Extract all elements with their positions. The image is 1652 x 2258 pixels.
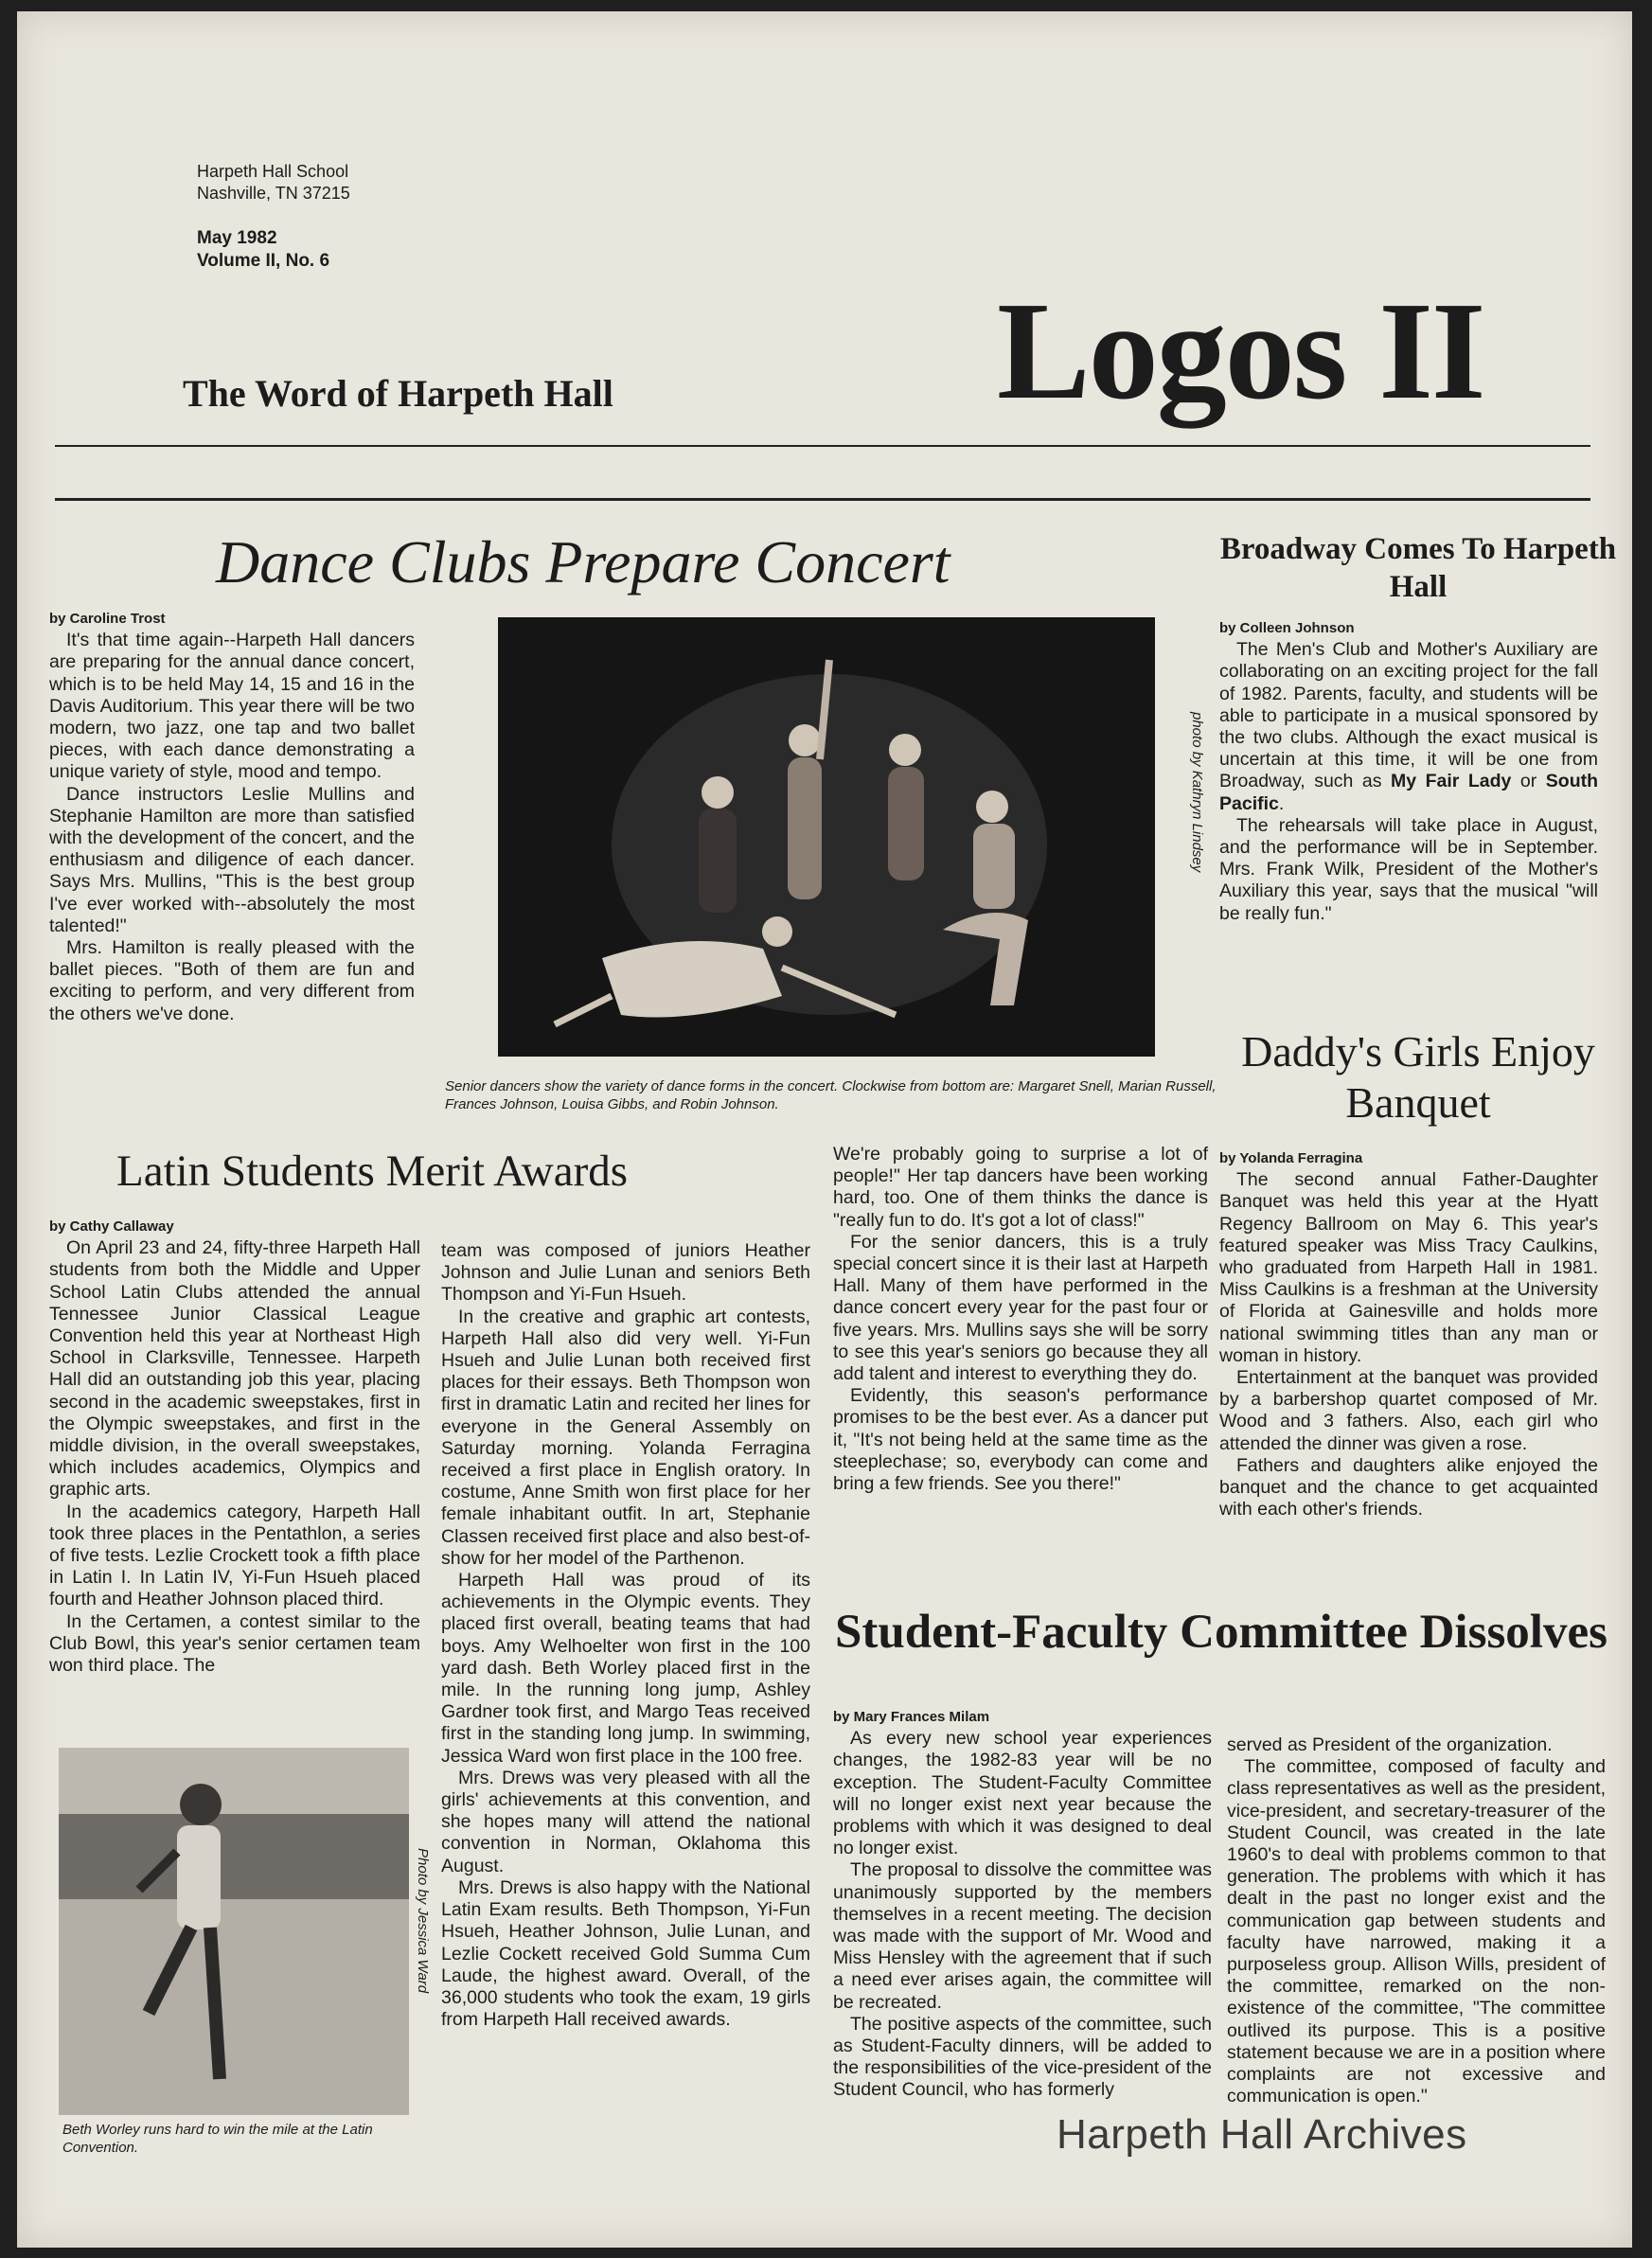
latin-paragraph: On April 23 and 24, fifty-three Harpeth Hall students from both the Middle and Upper School Latin Clubs attended the annual Tennessee Junior Classical League Convention held this year at Northeast High School in Clarksville, Tennessee. Harpeth Hall did an outstanding job this year, placing second in the academic sweepstakes, first in the Olympic sweepstakes, and first in the middle division, in the overall sweepstakes, which includes academics, Olympics and graphic arts. [49, 1237, 420, 1501]
broadway-paragraph: The Men's Club and Mother's Auxiliary are collaborating on an exciting project for the fall of 1982. Parents, faculty, and students will be able to participate in a musical sponsored by the two clubs. Although the exact musical is uncertain at this time, it will be one from Broadway, such as My Fair Lady or South Pacific. [1219, 639, 1599, 814]
dance-paragraph: Dance instructors Leslie Mullins and Stephanie Hamilton are more than satisfied with the development of the concert, and the enthusiasm and diligence of each dancer. Says Mrs. Mullins, "This is the best group I've ever worked with--absolutely the most talented!" [49, 783, 415, 936]
daddy-paragraph: Fathers and daughters alike enjoyed the banquet and the chance to get acquainted with each other's friends. [1219, 1454, 1598, 1520]
latin-paragraph: In the creative and graphic art contests, Harpeth Hall also did very well. Yi-Fun Hsueh and Julie Lunan both received first places for their essays. Beth Thompson won first in dramatic Latin and recited her lines for everyone in the General Assembly on Saturday morning. Yolanda Ferragina received a first place in English oratory. In costume, Anne Smith won first place for her female inhabitant outfit. In art, Stephanie Classen received first place and also best-of-show for her model of the Parthenon. [441, 1306, 810, 1569]
broadway-headline: Broadway Comes To Harpeth Hall [1219, 532, 1617, 604]
newspaper-logo: Logos II [997, 274, 1484, 429]
daddy-paragraph: The second annual Father-Daughter Banquet was held this year at the Hyatt Regency Ballroom on May 6. This year's featured speaker was Miss Tracy Caulkins, who graduated from Harpeth Hall in 1981. Miss Caulkins is a freshman at the University of Florida at Gainesville and holds more national swimming titles than any man or woman in history. [1219, 1169, 1598, 1366]
broadway-byline: by Colleen Johnson [1219, 620, 1355, 636]
show-title: My Fair Lady [1391, 771, 1512, 792]
dance-headline: Dance Clubs Prepare Concert [216, 528, 950, 596]
broadway-text: The Men's Club and Mother's Auxiliary are collaborating on an exciting project for the fall of 1982. Parents, faculty, and students will be able to participate in a musical sponsored by the two clubs. Although the exact musical is uncertain at this time, it will be one from Broadway, such as [1219, 639, 1598, 792]
dance-photo [498, 617, 1155, 1057]
dance-photo-credit: photo by Kathryn Lindsey [1189, 712, 1205, 873]
latin-paragraph: In the academics category, Harpeth Hall took three places in the Pentathlon, a series of five tests. Lezlie Crockett took a fifth place in Latin I. In Latin IV, Yi-Fun Hsueh placed fourth and Heather Johnson placed third. [49, 1501, 420, 1610]
latin-photo-credit: Photo by Jessica Ward [415, 1848, 431, 1994]
tagline: The Word of Harpeth Hall [183, 372, 613, 415]
masthead-rule-bottom [55, 498, 1590, 501]
latin-paragraph: Mrs. Drews was very pleased with all the girls' achievements at this convention, and she hopes many will attend the national convention in Norman, Oklahoma this August. [441, 1767, 810, 1876]
broadway-paragraph: The rehearsals will take place in August, and the performance will be in September. Mrs. Frank Wilk, President of the Mother's Auxiliary this year, says that the musical "will be really fun." [1219, 814, 1598, 924]
sfc-byline: by Mary Frances Milam [833, 1709, 990, 1725]
school-address [197, 161, 350, 204]
sfc-article [833, 1706, 1212, 2102]
latin-headline: Latin Students Merit Awards [116, 1147, 629, 1196]
dance-paragraph: For the senior dancers, this is a truly special concert since it is their last at Harpeth Hall. Many of them have performed in the dance concert every year for the past four or five years. Mrs. Mullins says she will be sorry to see this year's seniors go because they all add talent and interest to everything they do. [833, 1231, 1208, 1385]
dance-paragraph: Mrs. Hamilton is really pleased with the ballet pieces. "Both of them are fun and exciting to perform, and very different from the others we've done. [49, 937, 415, 1024]
dance-article [49, 608, 415, 1025]
masthead-rule-top [55, 445, 1590, 447]
sfc-paragraph: The committee, composed of faculty and class representatives as well as the president, vice-president, and secretary-treasurer of the Student Council, was created in the late 1960's to deal with problems common to that generation. The problems with which it has dealt in the past no longer exist and the communication gap between students and faculty have narrowed, making it a purposeless group. Allison Wills, president of the committee, remarked on the non-existence of the committee, "The committee outlived its purpose. This is a positive statement because we are in a position where complaints are not excessive and communication is open." [1227, 1756, 1606, 2107]
show-title: South Pacific [1219, 771, 1599, 814]
school-name: Harpeth Hall School [197, 162, 349, 181]
sfc-article-continued [1227, 1734, 1606, 2107]
dance-paragraph: It's that time again--Harpeth Hall dancers are preparing for the annual dance concert, which is to be held May 14, 15 and 16 in the Davis Auditorium. This year there will be two modern, two jazz, one tap and two ballet pieces, with each dance demonstrating a unique variety of style, mood and tempo. [49, 630, 415, 783]
latin-article [49, 1216, 420, 1677]
latin-article-continued [441, 1240, 810, 2031]
dance-byline: by Caroline Trost [49, 611, 166, 627]
dance-paragraph: We're probably going to surprise a lot of people!" Her tap dancers have been working hard, too. One of them thinks the dance is "really fun to do. It's got a lot of class!" [833, 1144, 1208, 1231]
issue-volume: Volume II, No. 6 [197, 251, 330, 271]
sfc-paragraph: served as President of the organization. [1227, 1734, 1553, 1755]
latin-paragraph: Mrs. Drews is also happy with the National Latin Exam results. Beth Thompson, Yi-Fun Hsueh, Heather Johnson, Julie Lunan, and Lezlie Cockett received Gold Summa Cum Laude, the highest award. Overall, of the 36,000 students who took the exam, 19 girls from Harpeth Hall received awards. [441, 1876, 810, 2031]
latin-byline: by Cathy Callaway [49, 1218, 174, 1235]
issue-info [197, 227, 329, 273]
latin-photo [59, 1748, 409, 2115]
latin-paragraph: Harpeth Hall was proud of its achievements in the Olympic events. They placed first overall, beating teams that had boys. Amy Welhoelter won first in the 100 yard dash. Beth Worley placed first in the mile. In the running long jump, Ashley Gardner took first, and Margo Teas received first in the standing long jump. In swimming, Jessica Ward won first place in the 100 free. [441, 1570, 810, 1767]
sfc-paragraph: As every new school year experiences changes, the 1982-83 year will be no exception. The Student-Faculty Committee will no longer exist next year because the problems with which it was designed to deal no longer exist. [833, 1728, 1212, 1859]
archive-watermark: Harpeth Hall Archives [1057, 2111, 1467, 2158]
dance-paragraph: Evidently, this season's performance promises to be the best ever. As a dancer put it, "It's not being held at the same time as the steeplechase; so, everybody can come and bring a few friends. See you there!" [833, 1385, 1208, 1495]
dance-article-continued [833, 1144, 1208, 1495]
broadway-article [1219, 617, 1598, 925]
daddy-paragraph: Entertainment at the banquet was provided by a barbershop quartet composed of Mr. Wood and 3 fathers. Also, each girl who attended the dinner was given a rose. [1219, 1367, 1598, 1454]
daddy-byline: by Yolanda Ferragina [1219, 1150, 1363, 1166]
runner-illustration [59, 1748, 409, 2115]
school-city: Nashville, TN 37215 [197, 184, 350, 203]
latin-paragraph: In the Certamen, a contest similar to the Club Bowl, this year's senior certamen team won third place. The [49, 1610, 420, 1677]
daddy-article [1219, 1147, 1598, 1520]
sfc-paragraph: The proposal to dissolve the committee was unanimously supported by the members themselves in a recent meeting. The decision was made with the support of Mr. Wood and Miss Hensley with the agreement that if such a need ever arises again, the committee will be recreated. [833, 1859, 1212, 2013]
issue-date: May 1982 [197, 228, 277, 248]
daddy-headline: Daddy's Girls Enjoy Banquet [1241, 1027, 1595, 1127]
sfc-paragraph: The positive aspects of the committee, such as Student-Faculty dinners, will be added to the responsibilities of the vice-president of the Student Council, who has formerly [833, 2013, 1212, 2101]
latin-caption: Beth Worley runs hard to win the mile at the Latin Convention. [62, 2122, 373, 2156]
broadway-conjunction: or [1519, 771, 1537, 792]
dance-caption: Senior dancers show the variety of dance forms in the concert. Clockwise from bottom are: Margaret Snell, Marian Russell, Frances Johnson, Louisa Gibbs, and Robin Johnson. [445, 1078, 1217, 1112]
dancers-illustration [498, 617, 1155, 1057]
sfc-headline: Student-Faculty Committee Dissolves [835, 1606, 1608, 1659]
newspaper-page [17, 11, 1632, 2248]
latin-paragraph: team was composed of juniors Heather Johnson and Julie Lunan and seniors Beth Thompson and Yi-Fun Hsueh. [441, 1240, 810, 1306]
